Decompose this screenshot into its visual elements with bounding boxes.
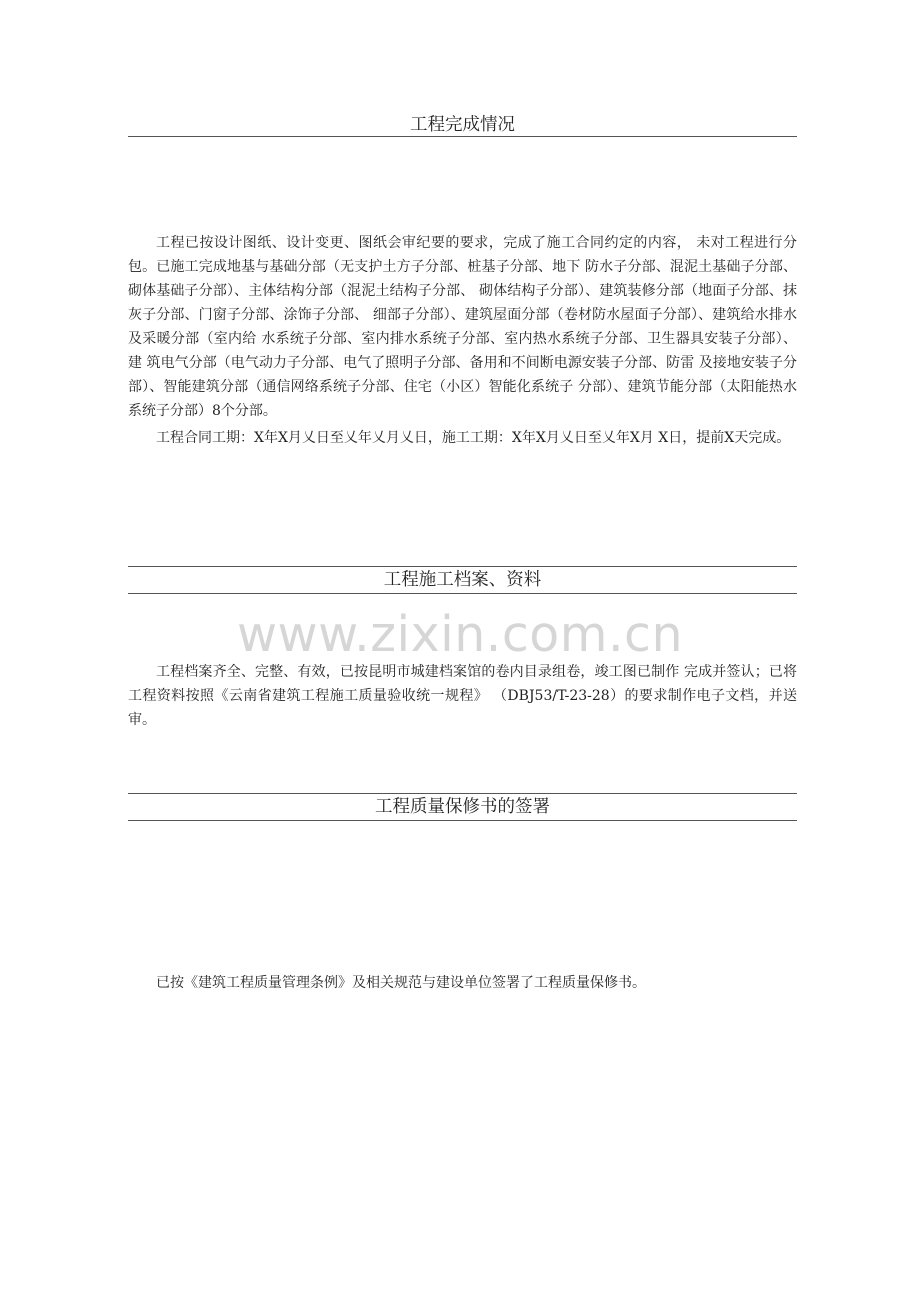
watermark: www.zixin.com.cn <box>236 606 684 663</box>
section-divider <box>128 820 797 821</box>
section-divider <box>128 593 797 594</box>
schedule-paragraph: 工程合同工期：X年X月乂日至乂年乂月乂日，施工工期：X年X月乂日至乂年X月 X日，提前X天完成。 <box>156 430 791 446</box>
section-title-archives: 工程施工档案、资料 <box>383 570 542 590</box>
section-title-warranty: 工程质量保修书的签署 <box>375 797 550 817</box>
section-divider <box>128 793 797 794</box>
archives-paragraph: 工程档案齐全、完整、有效，已按昆明市城建档案馆的卷内目录组卷，竣工图已制作 完成并签认；已将工程资料按照《云南省建筑工程施工质量验收统一规程》 （DBJ53/T-23-28）的要求制作电子文档，并送审。 <box>128 664 797 728</box>
section-divider <box>128 136 797 137</box>
section-divider <box>128 566 797 567</box>
completion-paragraph: 工程已按设计图纸、设计变更、图纸会审纪要的要求，完成了施工合同约定的内容， 未对工程进行分包。已施工完成地基与基础分部（无支护土方子分部、桩基子分部、地下 防水子分部、混泥土基础子分部、砌体基础子分部）、主体结构分部（混泥土结构子分部、 砌体结构子分部）、建筑装修分部（地面子分部、抹灰子分部、门窗子分部、涂饰子分部、 细部子分部）、建筑屋面分部（卷材防水屋面子分部）、建筑给水排水及采暖分部（室内给 水系统子分部、室内排水系统子分部、室内热水系统子分部、卫生器具安装子分部）、建 筑电气分部（电气动力子分部、电气了照明子分部、备用和不间断电源安装子分部、防雷 及接地安装子分部）、智能建筑分部（通信网络系统子分部、住宅（小区）智能化系统子 分部）、建筑节能分部（太阳能热水系统子分部）8个分部。 <box>128 235 797 419</box>
section-title-completion: 工程完成情况 <box>410 115 515 135</box>
warranty-paragraph: 已按《建筑工程质量管理条例》及相关规范与建设单位签署了工程质量保修书。 <box>156 975 646 991</box>
